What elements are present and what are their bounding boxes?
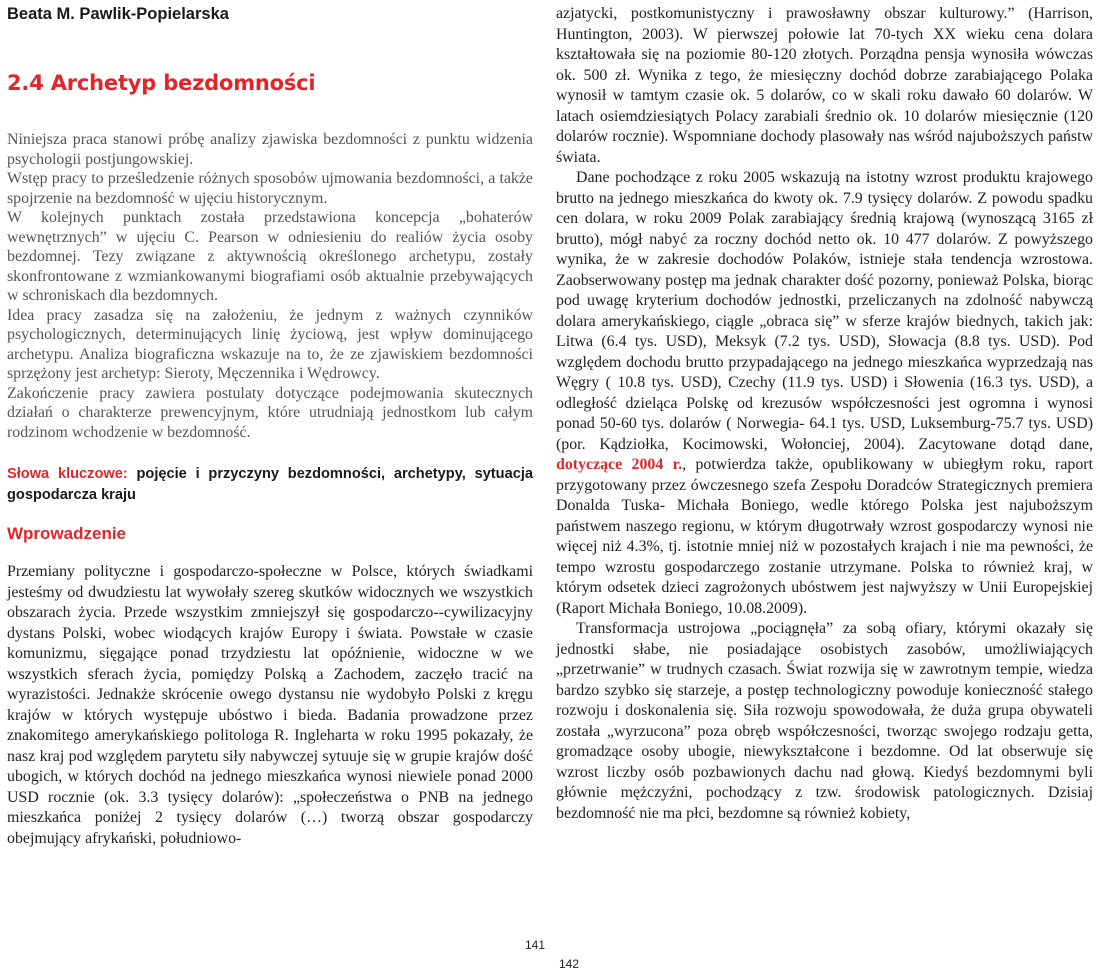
abstract — [7, 130, 533, 442]
body-paragraph — [556, 168, 1093, 619]
paragraph-text: , potwierdza także, opublikowany w ubiegłym roku, raport przygotowany przez ówczesnego szefa Zespołu Doradców Strategicznych premiera Donalda Tuska- Michała Boniego, wedle którego Polska jest najuboższym państwem naszego regionu, w którym długotrwały wzrost gospodarczy wynosi nie więcej niż 4.3%, tj. istotnie mniej niż w pozostałych krajach i nie ma pewności, że tempo wzrostu gospodarczego zostanie utrzymane. Polska to również kraj, w którym odsetek dzieci zagrożonych ubóstwem jest najwyższy w Unii Europejskiej (Raport Michała Boniego, 10.08.2009). — [556, 456, 1093, 617]
author-name: Beata M. Pawlik-Popielarska — [7, 5, 229, 23]
page-number-right: 142 — [559, 957, 580, 971]
keywords-label: Słowa kluczowe: — [7, 466, 128, 482]
page-number-left: 141 — [525, 938, 546, 952]
abstract-paragraph: Idea pracy zasadza się na założeniu, że jednym z ważnych czynników psychologicznych, determinujących linię życiową, jest wpływ dominującego archetypu. Analiza biograficzna wskazuje na to, że ze zjawiskiem bezdomności sprzężony jest archetyp: Sieroty, Męczennika i Wędrowcy. — [7, 306, 533, 382]
body-paragraph: Transformacja ustrojowa „pociągnęła” za sobą ofiary, którymi okazały się jednostki słabe, nie posiadające osobistych zasobów, umożliwiających „przetrwanie” w trudnych czasach. Świat rozwija się w zawrotnym tempie, wiedza bardzo szybko się starzeje, a postęp technologiczny powoduje konieczność stałego rozwoju i doskonalenia się. Siła rozwoju spowodowała, że duża grupa obywateli została „wyrzucona” poza obręb współczesności, tworząc swojego rodzaju getta, gromadzące osoby ubogie, niewykształcone i bezdomne. Od lat obserwuje się wzrost liczby osób pozbawionych dachu nad głową. Kiedyś bezdomnymi byli głównie mężczyźni, pochodzący z tzw. środowisk patologicznych. Dzisiaj bezdomność nie ma płci, bezdomne są również kobiety, — [556, 620, 1093, 822]
intro-paragraph: Przemiany polityczne i gospodarczo-społeczne w Polsce, których świadkami jesteśmy od dwudziestu lat wywołały szereg skutków widocznych we wszystkich obszarach życia. Przede wszystkim zmniejszył się gospodarczo--cywilizacyjny dystans Polski, wobec wiodących krajów Europy i świata. Powstałe w czasie komunizmu, sięgające ponad trzydziestu lat opóźnienie, widoczne w we wszystkich sferach życia, pomiędzy Polską a Zachodem, zaczęło tracić na wyrazistości. Jednakże skrócenie owego dystansu nie wydobyło Polski z kręgu krajów w których występuje ubóstwo i bieda. Badania prowadzone przez znakomitego amerykańskiego politologa R. Ingleharta w roku 1995 pokazały, że nasz kraj pod względem parytetu siły nabywczej sytuuje się w grupie krajów dość ubogich, w których dochód na jednego mieszkańca wynosi niewiele ponad 2000 USD rocznie (ok. 3.3 tysięcy dolarów): „społeczeństwa o PNB na jednego mieszkańca poniżej 2 tysięcy dolarów (…) tworzą obszar gospodarczy obejmujący afrykański, południowo- — [7, 563, 533, 847]
right-body — [556, 4, 1093, 824]
body-paragraph: azjatycki, postkomunistyczny i prawosławny obszar kulturowy.” (Harrison, Huntington, 2003). W pierwszej połowie lat 70-tych XX wieku cena dolara kształtowała się na poziomie 80-120 złotych. Porządna pensja wynosiła wówczas ok. 500 zł. Wynika z tego, że miesięczny dochód dobrze zarabiającego Polaka wynosił w tamtym czasie ok. 5 dolarów, co w skali roku dawało 60 dolarów. W latach osiemdziesiątych Polacy zarabiali średnio ok. 10 dolarów miesięcznie (120 dolarów rocznie). Wspomniane dochody plasowały nas wśród najuboższych państw świata. — [556, 5, 1093, 166]
highlighted-date: dotyczące 2004 r. — [556, 456, 683, 473]
abstract-paragraph: Wstęp pracy to prześledzenie różnych sposobów ujmowania bezdomności, a także spojrzenie na bezdomność w ujęciu historycznym. — [7, 170, 533, 207]
left-page — [7, 0, 533, 849]
paragraph-text: Dane pochodzące z roku 2005 wskazują na istotny wzrost produktu krajowego brutto na jednego mieszkańca do kwoty ok. 7.9 tysięcy dolarów. Z powodu spadku cen dolara, w roku 2009 Polak zarabiający średnią krajową (wynoszącą 3165 zł brutto), mógł nabyć za roczny dochód netto ok. 10 477 dolarów. Z powyższego wynika, że w zakresie dochodów Polaków, istnieje stała tendencja wzrostowa. Zaobserwowany postęp ma jednak charakter dość pozorny, ponieważ Polska, biorąc pod uwagę kryterium dochodów jednostki, przeliczanych na zdolność nabywczą dolara amerykańskiego, ciągle „obraca się” w sferze krajów biednych, takich jak: Litwa (6.4 tys. USD), Meksyk (7.2 tys. USD), Słowacja (8.8 tys. USD). Pod względem dochodu brutto przypadającego na jednego mieszkańca wyprzedzają nas Węgry ( 10.8 tys. USD), Czechy (11.9 tys. USD) i Słowenia (16.3 tys. USD), a odległość dzieląca Polskę od krezusów współczesności jest ogromna i wynosi ponad 50-60 tys. dolarów ( Norwegia- 64.1 tys. USD, Luksemburg-75.7 tys. USD) (por. Kądziołka, Kocimowski, Wołonciej, 2004). Zacytowane dotąd dane, — [556, 169, 1093, 453]
intro-body — [7, 562, 533, 849]
keywords-text: pojęcie i przyczyny bezdomności, archetypy, sytuacja gospodarcza kraju — [7, 466, 533, 503]
abstract-paragraph: Zakończenie pracy zawiera postulaty dotyczące podejmowania skutecznych działań o charakterze prewencyjnym, które utrudniają jednostkom lub całym rodzinom wchodzenie w bezdomność. — [7, 384, 533, 441]
keywords — [7, 464, 533, 506]
right-page — [556, 4, 1093, 824]
abstract-paragraph: W kolejnych punktach została przedstawiona koncepcja „bohaterów wewnętrznych” w ujęciu C. Pearson w odniesieniu do realiów życia osoby bezdomnej. Tezy związane z aktywnością określonego archetypu, zostały skonfrontowane z wzmiankowanymi biografiami osób aktualnie przebywających w schroniskach dla bezdomnych. — [7, 209, 533, 304]
intro-heading: Wprowadzenie — [7, 524, 127, 543]
section-title: 2.4 Archetyp bezdomności — [7, 71, 316, 95]
abstract-paragraph: Niniejsza praca stanowi próbę analizy zjawiska bezdomności z punktu widzenia psychologii postjungowskiej. — [7, 131, 533, 168]
